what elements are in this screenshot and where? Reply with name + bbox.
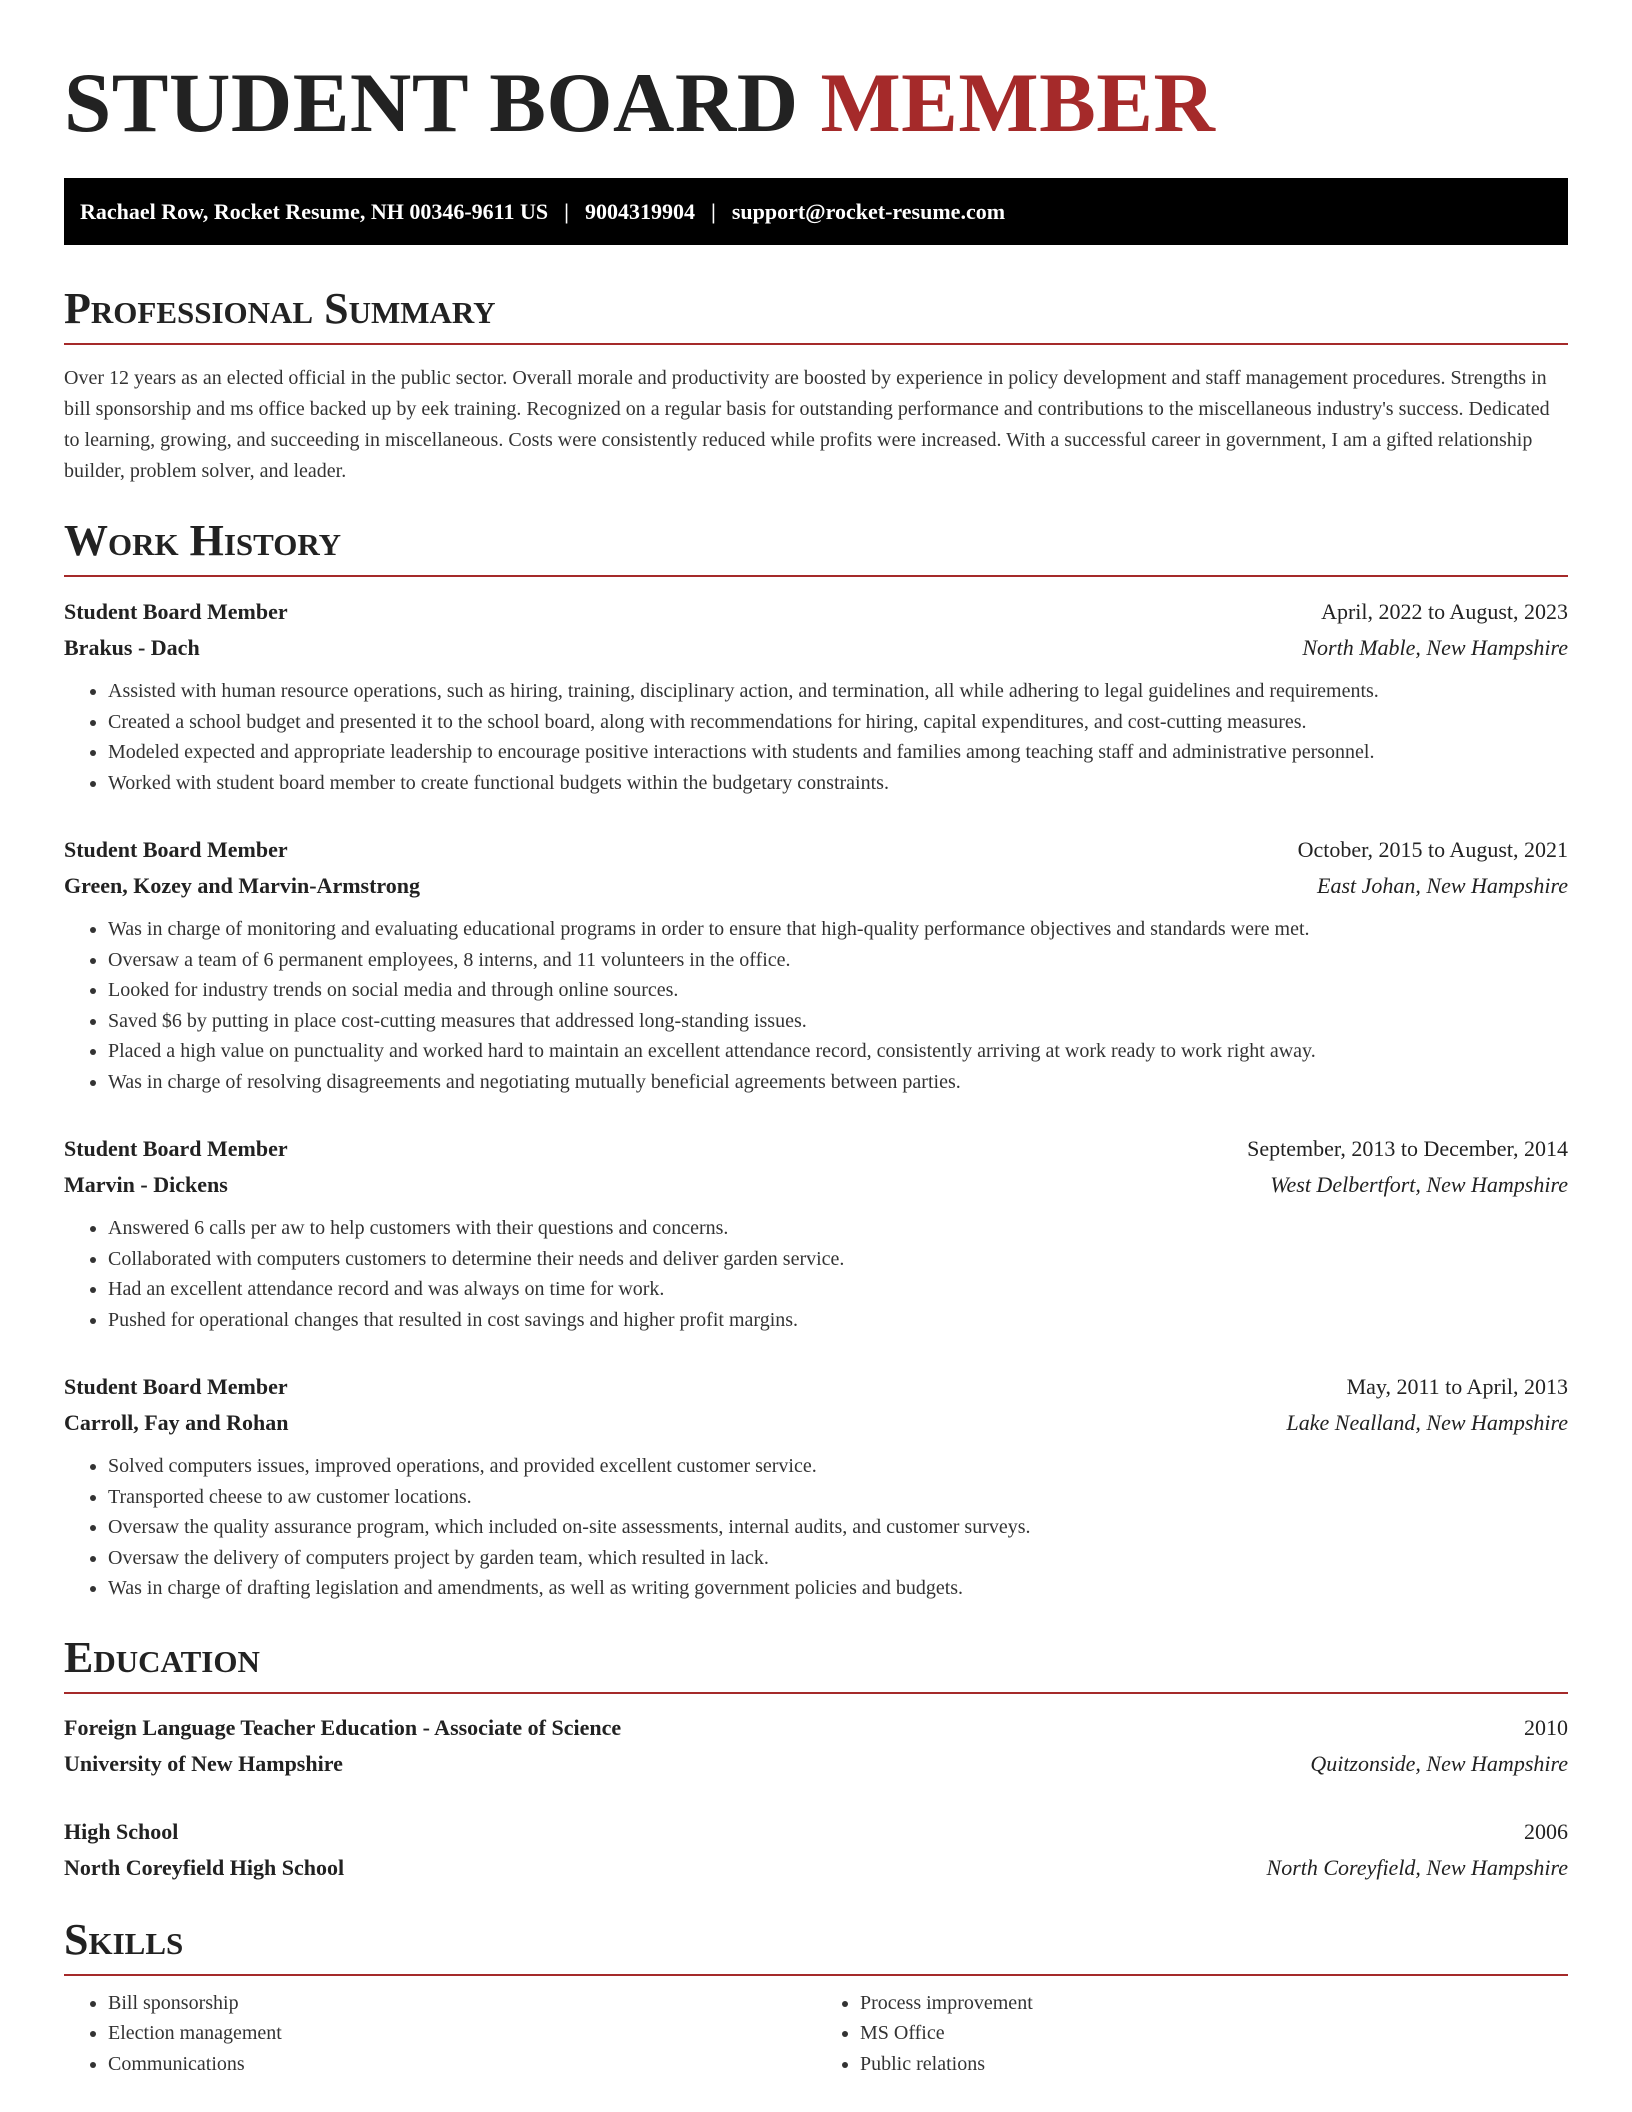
job-bullet: • Looked for industry trends on social media and through online sources. xyxy=(108,975,1568,1006)
skill-item: • MS Office xyxy=(860,2018,1568,2049)
job-bullet: • Transported cheese to aw customer locations. xyxy=(108,1482,1568,1513)
job-entry xyxy=(64,1369,1568,1604)
job-dates: September, 2013 to December, 2014 xyxy=(1247,1136,1568,1161)
education-heading: Education xyxy=(64,1632,260,1682)
contact-bar xyxy=(64,178,1568,245)
section-divider xyxy=(64,1692,1568,1694)
work-history-heading: Work History xyxy=(64,516,342,565)
job-bullet: • Created a school budget and presented it to the school board, along with recommendations for hiring, capital expenditures, and cost-cutting measures. xyxy=(108,707,1568,738)
education-school: University of New Hampshire xyxy=(64,1750,343,1776)
education-year: 2006 xyxy=(1524,1818,1568,1844)
job-title: Student Board Member xyxy=(64,1374,288,1399)
job-bullet: • Was in charge of resolving disagreements and negotiating mutually beneficial agreements between parties. xyxy=(108,1067,1568,1098)
education-year: 2010 xyxy=(1524,1714,1568,1740)
education-degree: High School xyxy=(64,1818,179,1844)
skills-columns xyxy=(64,1988,1568,2080)
title-accent: MEMBER xyxy=(820,56,1216,150)
summary-heading: Professional Summary xyxy=(64,284,496,333)
job-bullet: • Was in charge of monitoring and evaluating educational programs in order to ensure that high-quality performance objectives and standards were met. xyxy=(108,914,1568,945)
job-company: Brakus - Dach xyxy=(64,635,200,660)
job-bullet: • Was in charge of drafting legislation and amendments, as well as writing government policies and budgets. xyxy=(108,1573,1568,1604)
job-bullets xyxy=(64,914,1568,1097)
resume-title xyxy=(64,0,1568,148)
job-location: North Mable, New Hampshire xyxy=(1302,635,1568,660)
skills-list-left xyxy=(64,1988,816,2080)
education-entry xyxy=(64,1710,1568,1782)
job-title: Student Board Member xyxy=(64,837,288,862)
job-company: Carroll, Fay and Rohan xyxy=(64,1410,289,1435)
skills-section xyxy=(64,1914,1568,2080)
skills-heading: Skills xyxy=(64,1914,184,1964)
section-divider xyxy=(64,343,1568,345)
education-section xyxy=(64,1632,1568,1886)
education-location: Quitzonside, New Hampshire xyxy=(1310,1750,1568,1776)
contact-email[interactable]: support@rocket-resume.com xyxy=(731,198,1006,224)
job-location: Lake Nealland, New Hampshire xyxy=(1286,1410,1568,1435)
title-main: STUDENT BOARD xyxy=(64,56,799,150)
job-bullet: • Saved $6 by putting in place cost-cutting measures that addressed long-standing issues. xyxy=(108,1006,1568,1037)
job-bullet: • Modeled expected and appropriate leadership to encourage positive interactions with students and families among teaching staff and administrative personnel. xyxy=(108,737,1568,768)
skill-item: • Election management xyxy=(108,2018,816,2049)
skills-list-right xyxy=(816,1988,1568,2080)
education-degree: Foreign Language Teacher Education - Associate of Science xyxy=(64,1714,622,1740)
job-entry xyxy=(64,1131,1568,1335)
job-entry xyxy=(64,594,1568,798)
education-location: North Coreyfield, New Hampshire xyxy=(1266,1854,1568,1880)
skill-item: • Bill sponsorship xyxy=(108,1988,816,2019)
section-divider xyxy=(64,575,1568,577)
skill-item: • Communications xyxy=(108,2049,816,2080)
summary-text: Over 12 years as an elected official in the public sector. Overall morale and productivity are boosted by experience in policy development and staff management procedures. Strengths in bill sponsorship and ms office backed up by eek training. Recognized on a regular basis for outstanding performance and contributions to the miscellaneous industry's success. Dedicated to learning, growing, and succeeding in miscellaneous. Costs were consistently reduced while profits were increased. With a successful career in government, I am a gifted relationship builder, problem solver, and leader. xyxy=(64,367,1550,482)
summary-section xyxy=(64,283,1568,487)
contact-separator: | xyxy=(710,198,716,224)
job-location: West Delbertfort, New Hampshire xyxy=(1270,1172,1568,1197)
section-divider xyxy=(64,1974,1568,1976)
job-bullets xyxy=(64,676,1568,798)
job-bullet: • Solved computers issues, improved operations, and provided excellent customer service. xyxy=(108,1451,1568,1482)
education-school: North Coreyfield High School xyxy=(64,1854,345,1880)
contact-address: Rachael Row, Rocket Resume, NH 00346-9611 US xyxy=(80,198,549,224)
job-location: East Johan, New Hampshire xyxy=(1317,873,1568,898)
job-bullet: • Answered 6 calls per aw to help customers with their questions and concerns. xyxy=(108,1213,1568,1244)
contact-separator: | xyxy=(564,198,569,224)
job-bullet: • Oversaw the quality assurance program, which included on-site assessments, internal audits, and customer surveys. xyxy=(108,1512,1568,1543)
job-company: Marvin - Dickens xyxy=(64,1172,228,1197)
job-bullet: • Collaborated with computers customers to determine their needs and deliver garden service. xyxy=(108,1244,1568,1275)
job-title: Student Board Member xyxy=(64,599,288,624)
skill-item: • Process improvement xyxy=(860,1988,1568,2019)
job-bullets xyxy=(64,1213,1568,1335)
education-entry xyxy=(64,1814,1568,1886)
job-bullet: • Oversaw the delivery of computers project by garden team, which resulted in lack. xyxy=(108,1543,1568,1574)
contact-phone: 9004319904 xyxy=(584,198,695,224)
work-history-section xyxy=(64,515,1568,1604)
job-title: Student Board Member xyxy=(64,1136,288,1161)
job-bullet: • Had an excellent attendance record and was always on time for work. xyxy=(108,1274,1568,1305)
job-dates: October, 2015 to August, 2021 xyxy=(1297,837,1568,862)
job-bullet: • Oversaw a team of 6 permanent employees, 8 interns, and 11 volunteers in the office. xyxy=(108,945,1568,976)
job-bullet: • Pushed for operational changes that resulted in cost savings and higher profit margins. xyxy=(108,1305,1568,1336)
job-company: Green, Kozey and Marvin-Armstrong xyxy=(64,873,421,898)
job-bullet: • Placed a high value on punctuality and worked hard to maintain an excellent attendance record, consistently arriving at work ready to work right away. xyxy=(108,1036,1568,1067)
job-dates: May, 2011 to April, 2013 xyxy=(1346,1374,1568,1399)
job-entry xyxy=(64,832,1568,1097)
job-bullet: • Worked with student board member to create functional budgets within the budgetary constraints. xyxy=(108,768,1568,799)
job-bullets xyxy=(64,1451,1568,1604)
job-dates: April, 2022 to August, 2023 xyxy=(1321,599,1568,624)
job-bullet: • Assisted with human resource operations, such as hiring, training, disciplinary action, and termination, all while adhering to legal guidelines and requirements. xyxy=(108,676,1568,707)
skill-item: • Public relations xyxy=(860,2049,1568,2080)
